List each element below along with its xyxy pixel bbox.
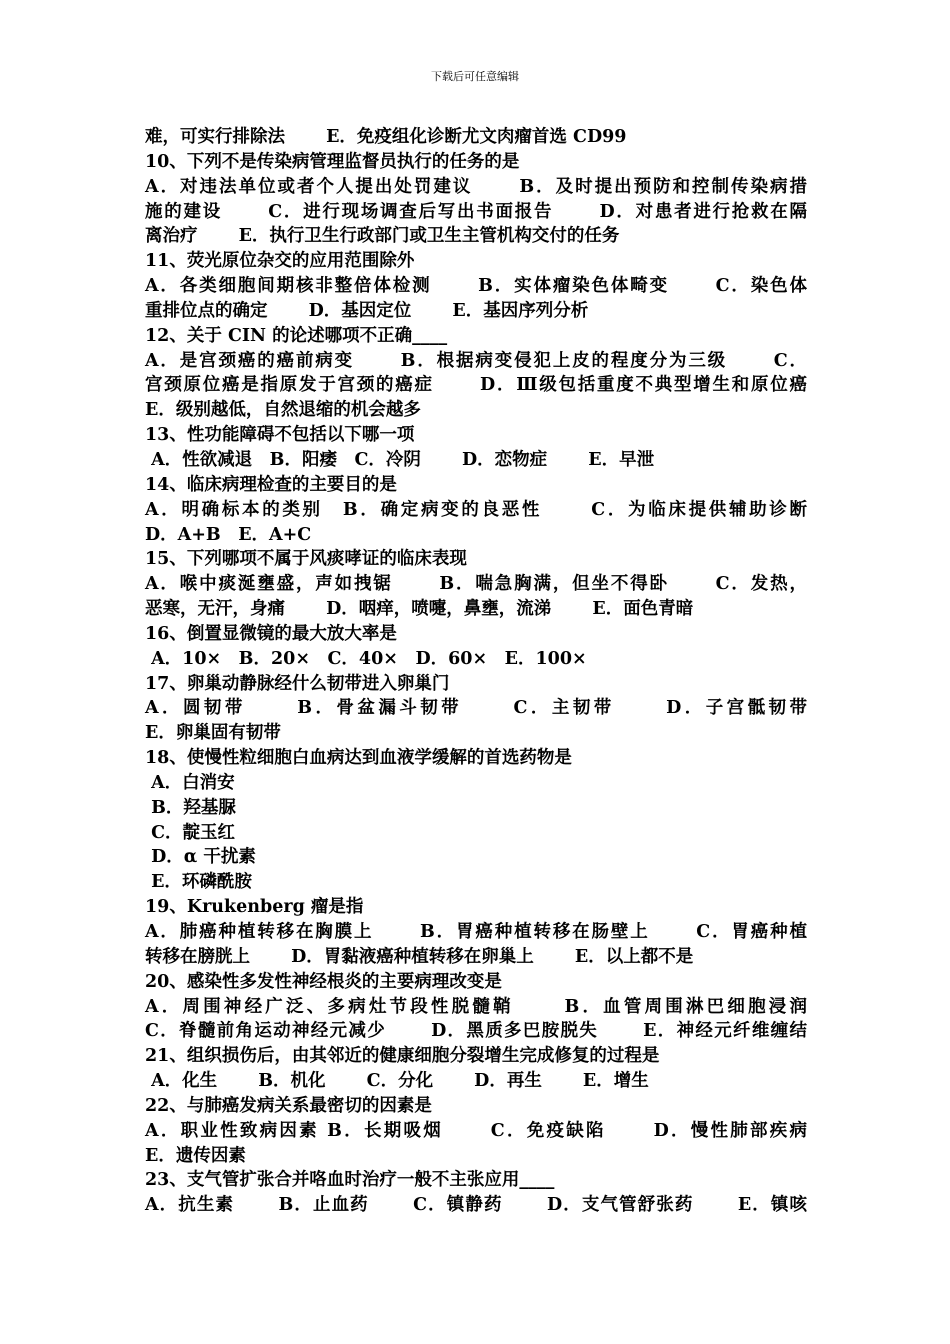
text-line: E．环磷酰胺 xyxy=(145,872,252,893)
text-line: E．级别越低，自然退缩的机会越多 xyxy=(145,400,421,421)
text-line: C．脊髓前角运动神经元减少 D．黑质多巴胺脱失 E．神经元纤维缠结 xyxy=(145,1021,807,1042)
text-line: A．各类细胞间期核非整倍体检测 B．实体瘤染色体畸变 C．染色体 xyxy=(145,276,807,297)
text-line: A．10× B．20× C．40× D．60× E．100× xyxy=(145,648,587,669)
text-line: 23、支气管扩张合并咯血时治疗一般不主张应用____ xyxy=(145,1170,555,1191)
text-line: 离治疗 E．执行卫生行政部门或卫生主管机构交付的任务 xyxy=(145,226,620,247)
text-line: 17、卵巢动静脉经什么韧带进入卵巢门 xyxy=(145,673,450,694)
text-line: 重排位点的确定 D．基因定位 E．基因序列分析 xyxy=(145,300,589,321)
text-line: A．圆韧带 B．骨盆漏斗韧带 C．主韧带 D．子宫骶韧带 xyxy=(145,698,807,719)
text-line: C．靛玉红 xyxy=(145,822,236,843)
text-line: A．是宫颈癌的癌前病变 B．根据病变侵犯上皮的程度分为三级 C． xyxy=(145,350,807,371)
text-line: A．明确标本的类别 B．确定病变的良恶性 C．为临床提供辅助诊断 xyxy=(145,499,807,520)
text-line: E．卵巢固有韧带 xyxy=(145,723,281,744)
text-line: A．对违法单位或者个人提出处罚建议 B．及时提出预防和控制传染病措 xyxy=(145,176,807,197)
text-line: 宫颈原位癌是指原发于宫颈的癌症 D．Ⅲ级包括重度不典型增生和原位癌 xyxy=(145,375,807,396)
text-line: 20、感染性多发性神经根炎的主要病理改变是 xyxy=(145,971,502,992)
text-line: 19、Krukenberg 瘤是指 xyxy=(145,897,364,918)
text-line: A．职业性致病因素 B．长期吸烟 C．免疫缺陷 D．慢性肺部疾病 xyxy=(145,1120,807,1141)
text-line: B．羟基脲 xyxy=(145,797,236,818)
text-line: A．化生 B．机化 C．分化 D．再生 E．增生 xyxy=(145,1071,649,1092)
text-line: 11、荧光原位杂交的应用范围除外 xyxy=(145,251,415,272)
text-line: A．白消安 xyxy=(145,772,235,793)
text-line: A．周围神经广泛、多病灶节段性脱髓鞘 B．血管周围淋巴细胞浸润 xyxy=(145,996,807,1017)
text-line: A．性欲减退 B．阳痿 C．冷阴 D．恋物症 E．早泄 xyxy=(145,449,655,470)
text-line: D．A+B E．A+C xyxy=(145,524,312,545)
text-line: A．抗生素 B．止血药 C．镇静药 D．支气管舒张药 E．镇咳 xyxy=(145,1195,807,1216)
text-line: A．肺癌种植转移在胸膜上 B．胃癌种植转移在肠壁上 C．胃癌种植 xyxy=(145,922,807,942)
text-line: 13、性功能障碍不包括以下哪一项 xyxy=(145,425,415,446)
text-line: 18、使慢性粒细胞白血病达到血液学缓解的首选药物是 xyxy=(145,748,572,769)
text-line: 恶寒，无汗，身痛 D．咽痒，喷嚏，鼻壅，流涕 E．面色青暗 xyxy=(145,599,694,620)
text-line: 15、下列哪项不属于风痰哮证的临床表现 xyxy=(145,549,467,570)
text-line: 16、倒置显微镜的最大放大率是 xyxy=(145,623,397,644)
text-line: 转移在膀胱上 D．胃黏液癌种植转移在卵巢上 E．以上都不是 xyxy=(145,946,694,967)
document-body xyxy=(145,125,807,1218)
text-line: 14、临床病理检查的主要目的是 xyxy=(145,474,397,495)
text-line: 施的建设 C．进行现场调查后写出书面报告 D．对患者进行抢救在隔 xyxy=(145,201,807,222)
text-line: E．遗传因素 xyxy=(145,1145,246,1166)
text-line: 12、关于 CIN 的论述哪项不正确____ xyxy=(145,325,448,346)
text-line: 难，可实行排除法 E．免疫组化诊断尤文肉瘤首选 CD99 xyxy=(145,127,627,147)
text-line: 21、组织损伤后，由其邻近的健康细胞分裂增生完成修复的过程是 xyxy=(145,1046,660,1067)
text-line: 22、与肺癌发病关系最密切的因素是 xyxy=(145,1095,432,1116)
text-line: 10、下列不是传染病管理监督员执行的任务的是 xyxy=(145,151,520,172)
text-line: D．α 干扰素 xyxy=(145,847,256,868)
page-header: 下载后可任意编辑 xyxy=(431,70,519,83)
text-line: A．喉中痰涎壅盛，声如拽锯 B．喘急胸满，但坐不得卧 C．发热， xyxy=(145,574,807,595)
